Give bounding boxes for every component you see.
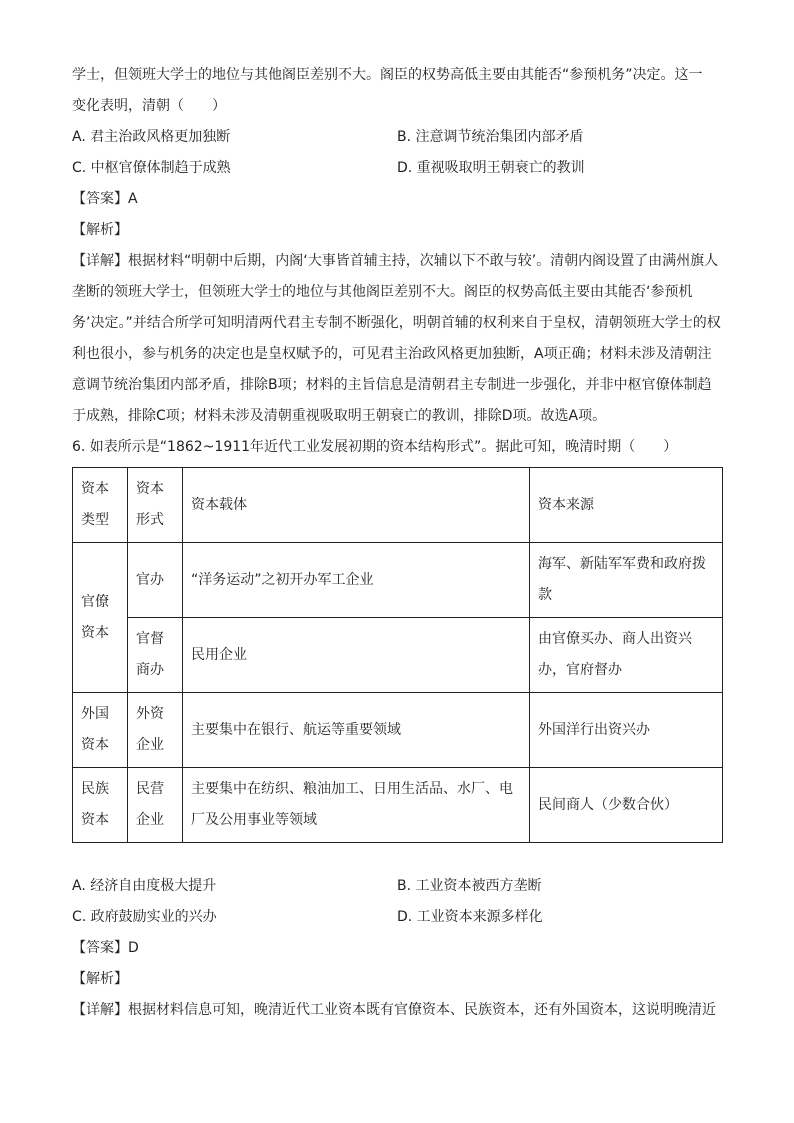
detail-text: 根据材料“明朝中后期，内阁‘大事皆首辅主持，次辅以下不敢与较’。清朝内阁设置了由满州旗人垄断的领班大学士，但领班大学士的地位与其他阁臣差别不大。阁臣的权势高低主要由其能否‘参预机务’决定。”并结合所学可知明清两代君主专制不断强化，明朝首辅的权利来自于皇权，清朝领班大学士的权利也很小，参与机务的决定也是皇权赋予的，可见君主治政风格更加独断，A项正确；材料未涉及清朝注意调节统治集团内部矛盾，排除B项；材料的主旨信息是清朝君主专制进一步强化，并非中枢官僚体制趋于成熟，排除C项；材料未涉及清朝重视吸取明王朝衰亡的教训，排除D项。故选A项。 xyxy=(72,253,721,424)
detail-text: 根据材料信息可知，晚清近代工业资本既有官僚资本、民族资本，还有外国资本，这说明晚清近 xyxy=(128,1002,716,1018)
table-cell: 官办 xyxy=(128,543,183,618)
q5-option-b: B. 注意调节统治集团内部矛盾 xyxy=(397,129,584,145)
answer-value: D xyxy=(128,940,139,956)
table-cell: 由官僚买办、商人出资兴办，官府督办 xyxy=(530,618,723,693)
table-cell: 海军、新陆军军费和政府拨款 xyxy=(530,543,723,618)
q6-analysis-label: 【解析】 xyxy=(72,971,128,987)
table-cell: 民用企业 xyxy=(183,618,530,693)
answer-label: 【答案】 xyxy=(72,191,128,207)
capital-structure-table xyxy=(72,467,723,843)
q5-options-row2 xyxy=(72,153,722,184)
table-cell: 外国资本 xyxy=(73,693,128,768)
header-cell: 资本载体 xyxy=(183,468,530,543)
q6-option-c: C. 政府鼓励实业的兴办 xyxy=(72,909,217,925)
q5-options-row1 xyxy=(72,122,722,153)
table-cell: 主要集中在银行、航运等重要领域 xyxy=(183,693,530,768)
table-cell: 民营企业 xyxy=(128,768,183,843)
answer-label: 【答案】 xyxy=(72,940,128,956)
header-cell: 资本来源 xyxy=(530,468,723,543)
header-cell: 资本类型 xyxy=(73,468,128,543)
answer-value: A xyxy=(128,191,138,207)
table-row xyxy=(73,768,723,843)
detail-label: 【详解】 xyxy=(72,253,128,269)
q5-option-c: C. 中枢官僚体制趋于成熟 xyxy=(72,160,231,176)
table-cell: 民间商人（少数合伙） xyxy=(530,768,723,843)
table-cell: 官僚资本 xyxy=(73,543,128,693)
table-row xyxy=(73,543,723,618)
q6-options-row1 xyxy=(72,871,722,902)
q6-answer xyxy=(72,933,722,964)
q5-analysis-label: 【解析】 xyxy=(72,222,128,238)
document-page xyxy=(72,60,722,1026)
table-header-row xyxy=(73,468,723,543)
q6-options-row2 xyxy=(72,902,722,933)
q5-stem-line2: 变化表明，清朝（ ） xyxy=(72,98,226,114)
q5-stem-line1: 学士，但领班大学士的地位与其他阁臣差别不大。阁臣的权势高低主要由其能否“参预机务”决定。这一 xyxy=(72,67,703,83)
table-row xyxy=(73,618,723,693)
table-cell: 官督商办 xyxy=(128,618,183,693)
q6-option-d: D. 工业资本来源多样化 xyxy=(397,909,543,925)
detail-label: 【详解】 xyxy=(72,1002,128,1018)
q5-option-a: A. 君主治政风格更加独断 xyxy=(72,129,231,145)
table-cell: 主要集中在纺织、粮油加工、日用生活品、水厂、电厂及公用事业等领域 xyxy=(183,768,530,843)
q6-option-a: A. 经济自由度极大提升 xyxy=(72,878,217,894)
q6-option-b: B. 工业资本被西方垄断 xyxy=(397,878,542,894)
table-cell: 外资企业 xyxy=(128,693,183,768)
q5-option-d: D. 重视吸取明王朝衰亡的教训 xyxy=(397,160,585,176)
table-cell: “洋务运动”之初开办军工企业 xyxy=(183,543,530,618)
table-cell: 外国洋行出资兴办 xyxy=(530,693,723,768)
q5-detail xyxy=(72,246,722,432)
q6-detail xyxy=(72,995,722,1026)
q6-stem: 6. 如表所示是“1862~1911年近代工业发展初期的资本结构形式”。据此可知，晚清时期（ ） xyxy=(72,439,678,455)
q5-answer xyxy=(72,184,722,215)
table-row xyxy=(73,693,723,768)
table-cell: 民族资本 xyxy=(73,768,128,843)
header-cell: 资本形式 xyxy=(128,468,183,543)
